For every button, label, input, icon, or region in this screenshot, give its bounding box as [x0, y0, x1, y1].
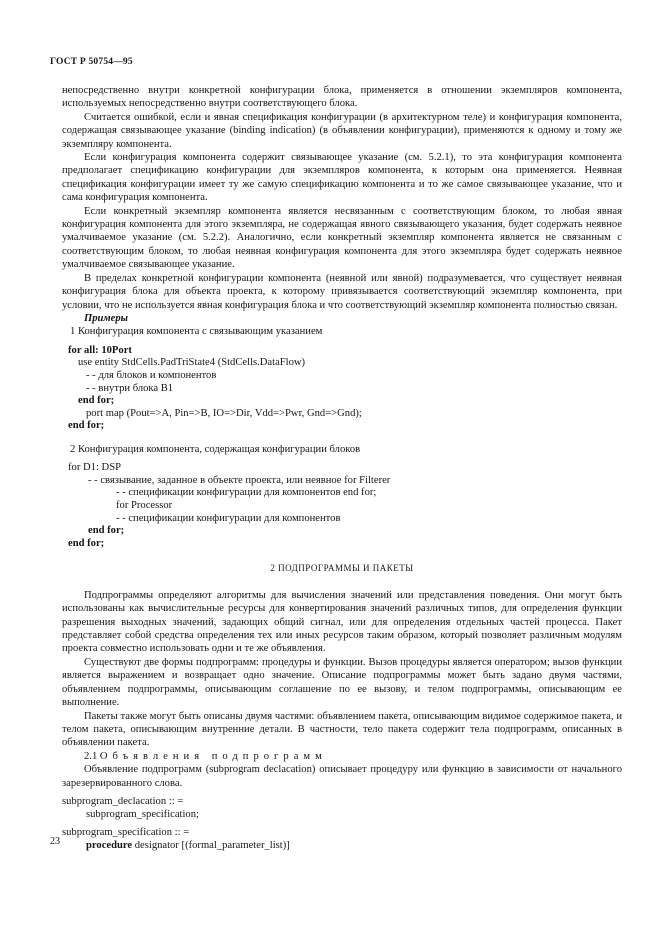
- bnf-block: [62, 796, 622, 852]
- code-line: end for;: [88, 525, 125, 537]
- paragraph: Пакеты также могут быть описаны двумя частями: объявлением пакета, описывающим видимое содержимое пакета, и телом пакета, описывающим внутренние детали. В частности, тело пакета содержит тела подпрограмм, описанных в объявлении пакета.: [62, 710, 622, 749]
- section-title: 2 ПОДПРОГРАММЫ И ПАКЕТЫ: [270, 563, 414, 574]
- code-comment: - - спецификации конфигурации для компонентов: [116, 512, 341, 524]
- subsection-heading: [62, 750, 622, 763]
- code-example-1: [62, 345, 622, 433]
- bnf-keyword: procedure: [86, 839, 133, 851]
- bnf-line: subprogram_declacation :: =: [62, 795, 184, 807]
- code-comment: - - для блоков и компонентов: [86, 369, 217, 381]
- paragraph: В пределах конкретной конфигурации компонента (неявной или явной) подразумевается, что существует неявная конфигурация блока для объекта проекта, к которому привязывается соответствующий экземпляр компонента, при условии, что не используется явная конфигурация блока и что соответствующий экземпляр компонента полностью связан.: [62, 272, 622, 311]
- page-content: [62, 84, 622, 852]
- paragraph: Подпрограммы определяют алгоритмы для вычисления значений или представления поведения. Они могут быть использованы как вычислительные ресурсы для конвертирования значений различных типов, для определения функции разрешения выходных значений, задающих общий сигнал, или для определения отдельных частей процесса. Пакет представляет собой средства определения тех или иных ресурсов таким образом, который позволяет различным модулям проекта совместно использовать одни и те же объявления.: [62, 589, 622, 655]
- example-title: 2 Конфигурация компонента, содержащая конфигурации блоков: [70, 443, 361, 455]
- paragraph: Считается ошибкой, если и явная спецификация конфигурации (в архитектурном теле) и конфигурация компонента, содержащая связывающее указание (binding indication) (в объявлении конфигурации), применяются к одному и тому же экземпляру компонента.: [62, 111, 622, 150]
- paragraph: Если конфигурация компонента содержит связывающее указание (см. 5.2.1), то эта конфигурация компонента предполагает спецификацию конфигурации для экземпляров компонента, к которым она применяется. Неявная спецификация конфигурации имеет ту же самую спецификацию компонента и то же самое связывающее указание, что и сама конфигурация компонента.: [62, 152, 622, 204]
- example-title: 1 Конфигурация компонента с связывающим указанием: [70, 326, 323, 338]
- code-line: use entity StdCells.PadTriState4 (StdCells.DataFlow): [78, 357, 306, 369]
- paragraph: Если конкретный экземпляр компонента является несвязанным с соответствующим блоком, то любая явная конфигурация компонента для этого экземпляра, не содержащая явного связывающего указания, будет содержать неявное умалчиваемое указание (см. 5.2.2). Аналогично, если конкретный экземпляр компонента является не связанным с соответствующим блоком, то любая неявная конфигурация компонента для этого экземпляра будет содержать неявное умалчиваемое связывающее указание.: [62, 205, 622, 271]
- code-line: end for;: [68, 420, 105, 432]
- page-number: 23: [50, 836, 60, 847]
- code-comment: - - связывание, заданное в объекте проекта, или неявное for Filterer: [88, 474, 391, 486]
- code-line: end for;: [68, 537, 105, 549]
- code-line: port map (Pout=>A, Pin=>B, IO=>Dir, Vdd=>Pwr, Gnd=>Gnd);: [86, 407, 362, 419]
- code-example-2: [62, 462, 622, 550]
- paragraph: Объявление подпрограмм (subprogram declacation) описывает процедуру или функцию в зависимости от начального зарезервированного слова.: [62, 764, 622, 789]
- document-header: ГОСТ Р 50754—95: [50, 57, 133, 67]
- bnf-rest: designator [(formal_parameter_list)]: [132, 839, 290, 851]
- subsection-number: 2.1: [84, 750, 98, 762]
- bnf-line: subprogram_specification;: [86, 808, 199, 820]
- bnf-line: subprogram_specification :: =: [62, 827, 190, 839]
- bnf-line: [62, 840, 622, 853]
- code-comment: - - внутри блока B1: [86, 382, 174, 394]
- subsection-title: Объявления подпрограмм: [99, 750, 327, 762]
- code-line: end for;: [78, 395, 115, 407]
- code-line: for Processor: [116, 500, 173, 512]
- code-comment: - - спецификации конфигурации для компонентов end for;: [116, 487, 377, 499]
- paragraph: непосредственно внутри конкретной конфигурации блока, применяется в отношении экземпляров компонента, используемых непосредственно внутри соответствующего блока.: [62, 85, 622, 110]
- code-line: for all: 10Port: [68, 344, 132, 356]
- examples-label: Примеры: [84, 312, 129, 324]
- code-line: for D1: DSP: [68, 462, 121, 474]
- paragraph: Существуют две формы подпрограмм: процедуры и функции. Вызов процедуры является оператором; вызов функции является выражением и возвращает одно значение. Описание подпрограммы может быть задано двумя частями, объявлением подпрограммы, описывающим соглашение по ее вызову, и телом подпрограммы, описывающим ее выполнение.: [62, 656, 622, 709]
